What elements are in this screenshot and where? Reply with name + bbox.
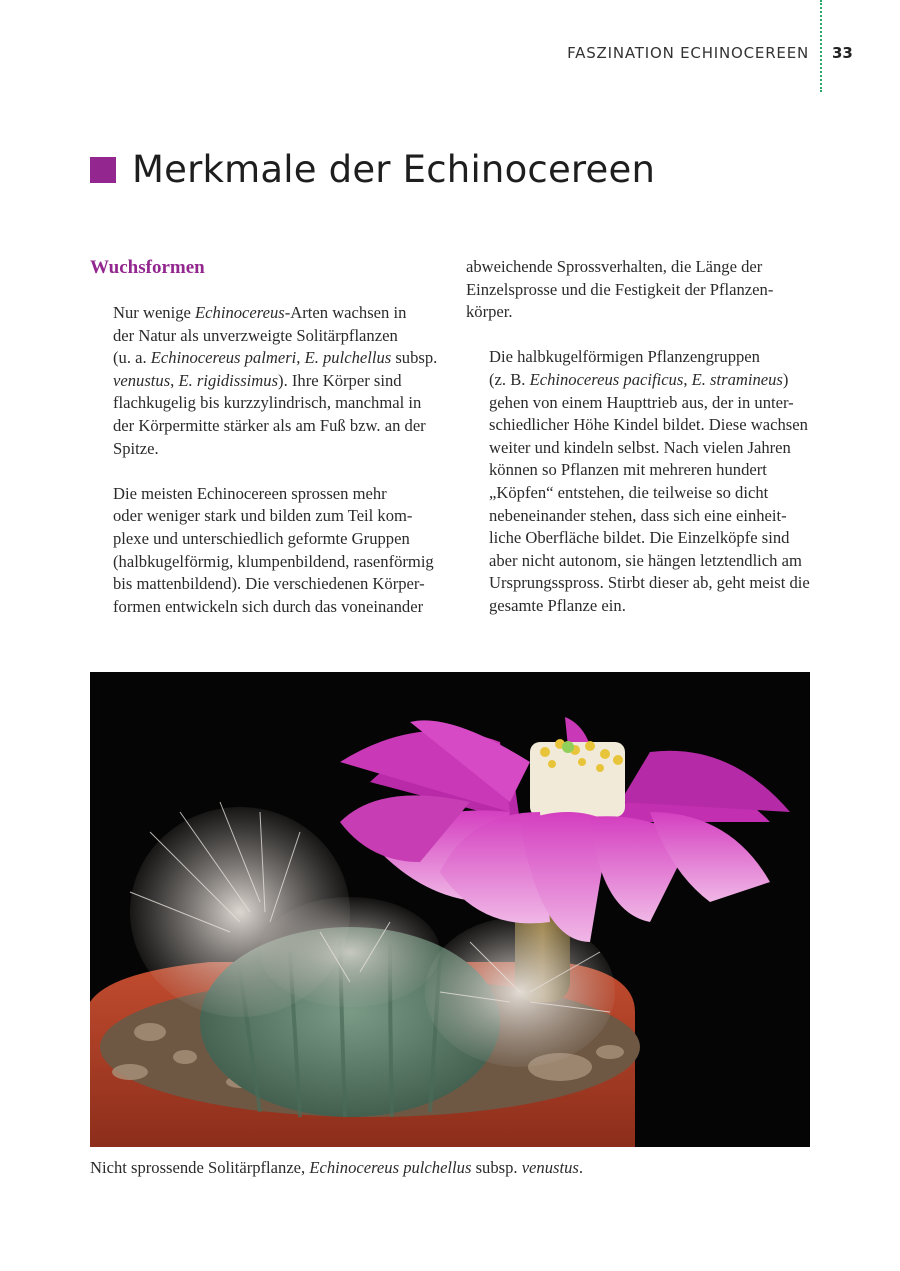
text-line xyxy=(466,595,814,618)
text-run: „Köpfen“ entstehen, die teilweise so dicht xyxy=(489,482,769,502)
text-run: subsp. xyxy=(471,1158,522,1177)
text-line xyxy=(90,415,438,438)
text-run: Nicht sprossende Solitärpflanze, xyxy=(90,1158,310,1177)
text-line xyxy=(466,392,814,415)
text-line xyxy=(466,482,814,505)
text-run: oder weniger stark und bilden zum Teil kom- xyxy=(113,506,413,526)
text-run: gesamte Pflanze ein. xyxy=(489,595,626,615)
text-line xyxy=(466,572,814,595)
paragraph xyxy=(466,256,814,324)
text-line xyxy=(90,325,438,348)
text-line xyxy=(466,459,814,482)
text-line xyxy=(466,301,814,324)
section-heading: Wuchsformen xyxy=(90,257,205,278)
text-run: der Natur als unverzweigte Solitärpflanzen xyxy=(113,325,398,345)
text-run: Die meisten Echinocereen sprossen mehr xyxy=(113,483,387,503)
text-run: Spitze. xyxy=(113,438,159,458)
running-title: FASZINATION ECHINOCEREEN xyxy=(567,44,809,62)
left-column xyxy=(90,256,438,641)
flower-stigma xyxy=(562,741,574,753)
text-run: bis mattenbildend). Die verschiedenen Körper- xyxy=(113,574,425,594)
text-run: abweichende Sprossverhalten, die Länge der xyxy=(466,257,763,276)
italic-text: Echinocereus palmeri xyxy=(150,348,297,368)
italic-text: Echinocereus xyxy=(195,303,285,322)
text-run: weiter und kindeln selbst. Nach vielen Jahren xyxy=(489,437,791,457)
italic-text: venustus xyxy=(521,1158,579,1177)
text-run: aber nicht autonom, sie hängen letztendlich am xyxy=(489,550,802,570)
italic-text: E. rigidissimus xyxy=(178,370,279,390)
text-line xyxy=(466,437,814,460)
text-run: ) xyxy=(782,369,789,389)
text-run: flachkugelig bis kurzzylindrisch, manchmal in xyxy=(113,393,422,413)
cactus-photo xyxy=(90,672,810,1147)
text-line xyxy=(90,347,438,370)
text-line xyxy=(466,505,814,528)
text-run: -Arten wachsen in xyxy=(284,303,407,322)
text-line xyxy=(90,573,438,596)
text-run: können so Pflanzen mit mehreren hundert xyxy=(489,460,767,480)
spine-cluster xyxy=(260,897,440,1007)
text-line xyxy=(90,370,438,393)
paragraph xyxy=(90,483,438,619)
italic-text: Echinocereus pulchellus xyxy=(309,1158,472,1177)
chapter-title-text: Merkmale der Echinocereen xyxy=(132,148,656,191)
text-line xyxy=(90,505,438,528)
text-line xyxy=(90,392,438,415)
paragraph xyxy=(90,302,438,460)
text-run: , xyxy=(296,348,305,368)
text-run: nebeneinander stehen, dass sich eine einheit- xyxy=(489,505,787,525)
text-run: (u. a. xyxy=(113,348,151,368)
text-line xyxy=(90,528,438,551)
text-run: liche Oberfläche bildet. Die Einzelköpfe sind xyxy=(489,528,790,548)
paragraph xyxy=(466,346,814,617)
italic-text: Echinocereus pacificus xyxy=(529,369,684,389)
chapter-square-icon xyxy=(90,157,116,183)
text-run: , xyxy=(170,370,179,390)
page-number: 33 xyxy=(832,44,853,62)
text-run: schiedlicher Höhe Kindel bildet. Diese wachsen xyxy=(489,415,808,435)
cactus-illustration xyxy=(90,672,810,1147)
text-run: subsp. xyxy=(391,348,438,368)
text-run: der Körpermitte stärker als am Fuß bzw. an der xyxy=(113,415,426,435)
text-run: Ursprungsspross. Stirbt dieser ab, geht meist die xyxy=(489,573,810,593)
text-line xyxy=(90,596,438,619)
text-line xyxy=(90,483,438,506)
text-run: Nur wenige xyxy=(113,303,196,322)
chapter-title xyxy=(90,148,655,191)
text-run: plexe und unterschiedlich geformte Gruppen xyxy=(113,528,410,548)
text-line xyxy=(466,550,814,573)
text-line xyxy=(90,438,438,461)
text-run: , xyxy=(683,369,692,389)
header-dotted-rule xyxy=(820,0,822,92)
text-run: körper. xyxy=(466,302,513,322)
text-line xyxy=(90,302,438,325)
text-run: gehen von einem Haupttrieb aus, der in unter- xyxy=(489,392,794,412)
text-line xyxy=(466,346,814,369)
italic-text: E. pulchellus xyxy=(304,348,392,368)
text-line xyxy=(466,279,814,302)
text-run: (z. B. xyxy=(489,369,530,389)
text-run: . xyxy=(578,1158,583,1177)
text-run: Einzelsprosse und die Festigkeit der Pflanzen- xyxy=(466,279,774,299)
text-line xyxy=(466,414,814,437)
text-line xyxy=(466,256,814,279)
italic-text: venustus xyxy=(113,370,171,390)
text-line xyxy=(466,527,814,550)
text-line xyxy=(90,551,438,574)
text-run: formen entwickeln sich durch das voneinander xyxy=(113,596,424,616)
right-column xyxy=(466,256,814,640)
italic-text: E. stramineus xyxy=(691,369,783,389)
text-run: Die halbkugelförmigen Pflanzengruppen xyxy=(489,347,760,367)
text-line xyxy=(466,369,814,392)
text-run: (halbkugelförmig, klumpenbildend, rasenförmig xyxy=(113,551,434,571)
figure-caption xyxy=(90,1158,583,1178)
text-run: ). Ihre Körper sind xyxy=(278,370,402,390)
